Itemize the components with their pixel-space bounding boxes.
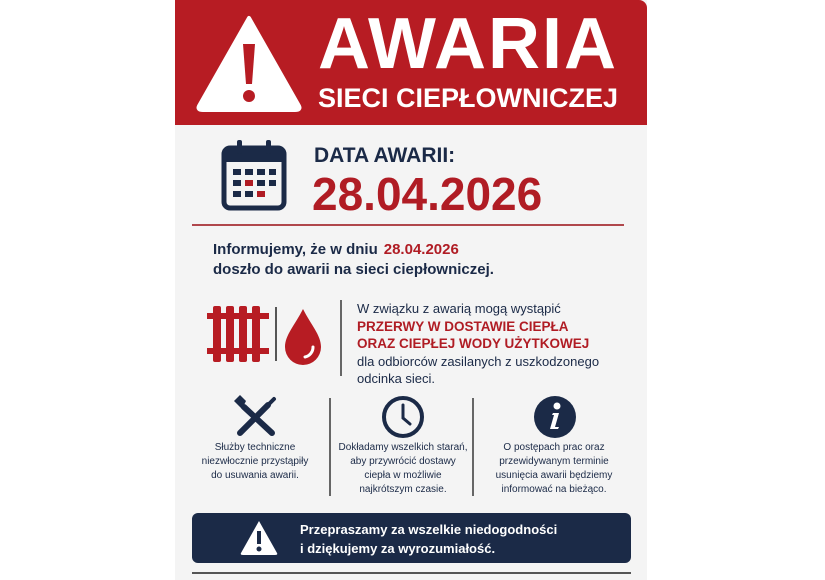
divider bbox=[192, 224, 624, 226]
radiator-drop-icon bbox=[207, 303, 327, 365]
warning-icon bbox=[239, 519, 279, 557]
column-info bbox=[484, 441, 624, 497]
column-line: niezwłocznie przystąpiły bbox=[201, 456, 309, 467]
column-line: usunięcia awarii będziemy bbox=[495, 470, 613, 481]
effects-line: odcinka sieci. bbox=[357, 371, 436, 386]
failure-date: 28.04.2026 bbox=[312, 168, 543, 220]
column-line: aby przywrócić dostawy bbox=[350, 456, 456, 467]
column-line: do usuwania awarii. bbox=[211, 470, 299, 481]
info-date: 28.04.2026 bbox=[383, 241, 459, 258]
apology-text bbox=[300, 520, 557, 558]
date-label: DATA AWARII: bbox=[314, 144, 456, 167]
divider bbox=[329, 398, 331, 496]
info-icon bbox=[532, 394, 578, 440]
divider bbox=[340, 300, 342, 376]
column-repair bbox=[185, 441, 325, 483]
column-time bbox=[333, 441, 473, 497]
info-line2: doszło do awarii na sieci ciepłowniczej. bbox=[213, 261, 494, 278]
warning-icon bbox=[195, 14, 303, 112]
info-text bbox=[213, 240, 494, 280]
column-line: informować na bieżąco. bbox=[501, 484, 607, 495]
calendar-icon bbox=[221, 138, 287, 212]
column-line: Dokładamy wszelkich starań, bbox=[338, 442, 468, 453]
column-line: przewidywanym terminie bbox=[499, 456, 609, 467]
column-line: najkrótszym czasie. bbox=[359, 484, 447, 495]
column-line: O postępach prac oraz bbox=[503, 442, 605, 453]
info-line1: Informujemy, że w dniu bbox=[213, 241, 378, 258]
apology-line: Przepraszamy za wszelkie niedogodności bbox=[300, 522, 558, 537]
divider bbox=[192, 572, 631, 574]
column-line: ciepła w możliwie bbox=[364, 470, 442, 481]
title: AWARIA bbox=[318, 4, 618, 84]
effects-line: dla odbiorców zasilanych z uszkodzonego bbox=[357, 353, 600, 369]
clock-icon bbox=[380, 394, 426, 440]
tools-icon bbox=[232, 395, 278, 439]
column-line: Służby techniczne bbox=[214, 442, 296, 453]
effects-highlight: PRZERWY W DOSTAWIE CIEPŁA bbox=[357, 318, 569, 334]
effects-highlight: ORAZ CIEPŁEJ WODY UŻYTKOWEJ bbox=[357, 336, 590, 351]
apology-line: i dziękujemy za wyrozumiałość. bbox=[300, 541, 496, 556]
effects-text bbox=[357, 300, 599, 388]
subtitle: SIECI CIEPŁOWNICZEJ bbox=[318, 83, 619, 113]
effects-intro: W związku z awarią mogą wystąpić bbox=[357, 301, 561, 316]
